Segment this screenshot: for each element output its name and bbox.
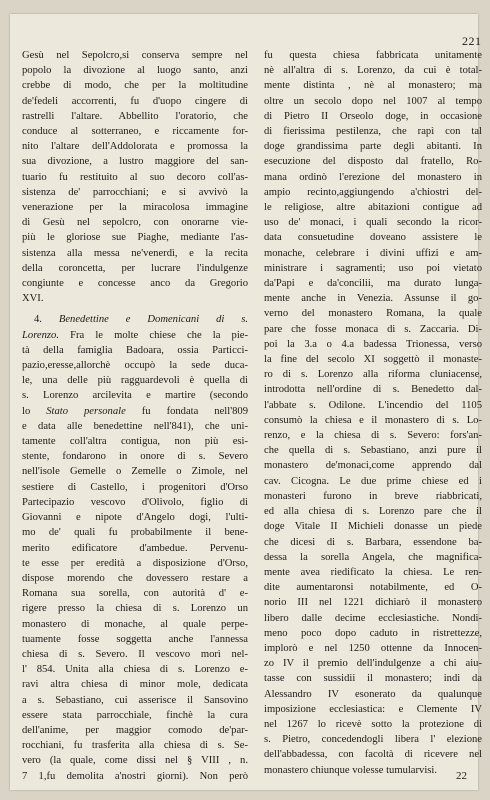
text-line: implorò e nel 1250 ottenne da Innocen- — [264, 642, 482, 654]
text-line: doge Vitale II Michieli donasse un piede — [264, 521, 482, 533]
text-line: vero (la quale, come dissi nel § VIII , n. — [22, 755, 248, 767]
text-line: meno poco dopo caduto in ristrettezze, — [264, 627, 482, 639]
text-line: a s. Sebastiano, cui asserisce il Sansovino — [22, 694, 248, 706]
text-line: monastero de'monaci,come apprendo dal — [264, 460, 482, 472]
text-line: rigere presso la chiesa di s. Lorenzo un — [22, 603, 248, 615]
left-column — [22, 48, 248, 784]
text-line: conduce al sotterraneo, e riccamente for- — [22, 126, 248, 138]
text-line: l' 854. Unita alla chiesa di s. Lorenzo e- — [22, 664, 248, 676]
text-line: le religiose, altre abitazioni contigue ad — [264, 202, 482, 214]
text-line: zo IV il premio dell'indulgenze a chi aiu- — [264, 658, 482, 670]
right-column — [264, 48, 482, 778]
text-line: che quella di s. Sebastiano, anzi pure il — [264, 445, 482, 457]
book-page — [10, 14, 482, 790]
text-line: norio III nel 1221 dichiarò il monastero — [264, 597, 482, 609]
text-line: le, una delle più ragguardevoli è quella di — [22, 375, 248, 387]
text-line: Alessandro IV esonerato da qualunque — [264, 688, 482, 700]
page-number: 221 — [462, 34, 482, 48]
text-line: dispose morendo che dovessero restare a — [22, 572, 248, 584]
text-line: mente distinta , nè al monastero; ma — [264, 80, 482, 92]
text-line: monasteri furono in breve riabbricati, — [264, 490, 482, 502]
text-line: di Gesù nel sepolcro, con onorarne vie- — [22, 217, 248, 229]
text-line: essere stata parrocchiale, finchè la cura — [22, 709, 248, 721]
text-line: più le gloriose sue Piaghe, mediante l'as- — [22, 232, 248, 244]
text-line: ro di s. Lorenzo alla riforma cluniacense, — [264, 369, 482, 381]
text-line: Romana sua sorella, con autorità d' e- — [22, 588, 248, 600]
text-line: stente, fondarono in onore di s. Severo — [22, 451, 248, 463]
paragraph-continuation — [264, 48, 482, 778]
text-line: sua divozione, a lustro maggiore del san- — [22, 156, 248, 168]
text-line: poi la 3.a o 4.a badessa Trionessa, verso — [264, 338, 482, 350]
text-line: merito edificatore d'ambedue. Pervenu- — [22, 542, 248, 554]
text-line: dell'abbadessa, con facoltà di ricevere nel — [264, 749, 482, 761]
text-line: di fierissima pestilenza, che rapì con tal — [264, 126, 482, 138]
text-line: monastero di monache, al quale perpe- — [22, 618, 248, 630]
text-line: ampio recinto,aggiungendo a'chiostri del- — [264, 186, 482, 198]
text-line: oltre un secolo dopo nel 1007 al tempo — [264, 95, 482, 107]
text-line: popolo la divozione al luogo santo, anzi — [22, 65, 248, 77]
text-line: Lorenzo. Fra le molte chiese che la pie- — [22, 329, 248, 341]
text-line: verno del monastero Romana, la quale — [264, 308, 482, 320]
text-line: congiunte e concesse anco da Gregorio — [22, 278, 248, 290]
text-line: tamente coll'altra contigua, non più esi- — [22, 436, 248, 448]
text-line: monastero chiunque volesse tumularvisi. — [264, 764, 437, 776]
text-line: tasse con sussidii il monastero; indi da — [264, 673, 482, 685]
signature-mark: 22 — [456, 770, 467, 782]
text-line: lo Stato personale fu fondata nell'809 — [22, 405, 248, 417]
paragraph-benedettine-domenicani — [22, 312, 248, 783]
text-line: Gesù nel Sepolcro,si conserva sempre nel — [22, 50, 248, 61]
text-line: che dicesi di s. Barbara, essendone ba- — [264, 536, 482, 548]
text-line: chiesa di s. Severo. Il vescovo morì nel- — [22, 648, 248, 660]
text-line: tuamente fosse soggetta anche l'annessa — [22, 633, 248, 645]
text-line: te esse per eredità a disposizione d'Orso, — [22, 557, 248, 569]
text-line: doge grandissima parte degli abitanti. In — [264, 141, 482, 153]
text-line: XVI. — [22, 293, 44, 305]
text-line: dite aumentaronsi notabilmente, ed O- — [264, 582, 482, 594]
text-line: data consuetudine doveano assistere le — [264, 232, 482, 244]
text-line: tà della famiglia Badoara, ossia Particci- — [22, 344, 248, 356]
text-line: e data alle benedettine nell'841), che uni- — [22, 420, 248, 432]
text-line: l'abbate s. Odilone. L'incendio del 1105 — [264, 399, 482, 411]
text-line: dell'anime, per maggior comodo de'par- — [22, 724, 248, 736]
text-line: s. Lorenzo arcilevita e martire (secondo — [22, 390, 248, 402]
text-line: mente avea riedificato la chiesa. Le ren- — [264, 566, 482, 578]
text-line: nè all'altra di s. Lorenzo, da cui è total- — [264, 65, 482, 77]
text-line: pare che fosse monaca di s. Zaccaria. Di- — [264, 323, 482, 335]
text-line: 7 1,fu demolita a'nostri giorni). Non però — [22, 770, 248, 782]
text-line: la fine del secolo XI soggettò il monaste- — [264, 354, 482, 366]
text-line: 4. Benedettine e Domenicani di s. — [34, 314, 248, 326]
text-line: nito l'altare dell'Addolorata e promossa la — [22, 141, 248, 153]
text-line: ed alla chiesa di s. Lorenzo pare che il — [264, 506, 482, 518]
text-line: della coroncetta, per lucrare l'indulgenze — [22, 262, 248, 274]
text-line: mente anche in Venezia. Assunse il go- — [264, 293, 482, 305]
text-line: imposizione ecclesiastica: e Clemente IV — [264, 703, 482, 715]
text-line: consumò la chiesa e il monastero di s. Lo- — [264, 414, 482, 426]
text-line: mana ordinò l'erezione del monastero in — [264, 171, 482, 183]
text-line: sistenza de' parrocchiani; e si avvivò la — [22, 186, 248, 198]
text-line: di Pietro II Orseolo doge, in occasione — [264, 110, 482, 122]
text-line: introdotta nell'ordine di s. Benedetto dal- — [264, 384, 482, 396]
text-line: renzo, e la chiesa di s. Severo: fors'an- — [264, 430, 482, 442]
text-line: uso de' monaci, i quali secondo la ricor- — [264, 217, 482, 229]
text-line: pazio,eresse,allorchè occupò la sede duca- — [22, 360, 248, 372]
text-line: rastrelli l'altare. Abbellito l'oratorio, che — [22, 110, 248, 122]
text-line: monache, celebrare i divini uffizi e am- — [264, 247, 482, 259]
text-line: Partecipazio vescovo d'Olivolo, figlio di — [22, 496, 248, 508]
text-line: esecuzione del disposto dal fratello, Ro- — [264, 156, 482, 168]
text-line: ministrare i sagramenti; uso poi vietato — [264, 262, 482, 274]
text-line: crebbe di modo, che per la moltitudine — [22, 80, 248, 92]
text-line: mo de' quali fu probabilmente il bene- — [22, 527, 248, 539]
text-line: sistenza alla messa ne'venerdì, e la recita — [22, 247, 248, 259]
text-line: Giovanni e nipote d'Angelo dogi, l'ulti- — [22, 512, 248, 524]
text-line: s. Pietro, concedendogli libera l' elezione — [264, 734, 482, 746]
text-line: da'Papi e da'concilii, ma durato lunga- — [264, 278, 482, 290]
text-line: fu questa chiesa fabbricata unitamente — [264, 50, 482, 61]
text-line: nel 1267 lo ricevè sotto la protezione di — [264, 718, 482, 730]
text-line: sestiere di Castello, i progenitori d'Orso — [22, 481, 248, 493]
text-line: dessa la sorella Angela, che magnifica- — [264, 551, 482, 563]
text-line: rocchiani, fu trasferita alla chiesa di s. Se- — [22, 740, 248, 752]
text-line: tuario fu restituito al suo decoro coll'as- — [22, 171, 248, 183]
text-line: cav. Cicogna. Le due prime chiese ed i — [264, 475, 482, 487]
text-line: venerazione per la miracolosa immagine — [22, 202, 248, 214]
text-line: de'fedeli accorrenti, fu d'uopo cingere di — [22, 95, 248, 107]
text-line: ravi altra chiesa di minor mole, dedicata — [22, 679, 248, 691]
text-line: libero dalle decime ecclesiastiche. Nondi- — [264, 612, 482, 624]
text-line: nell'isole Gemelle o Zemelle o Zimole, nel — [22, 466, 248, 478]
paragraph-gesu-sepolcro — [22, 48, 248, 306]
